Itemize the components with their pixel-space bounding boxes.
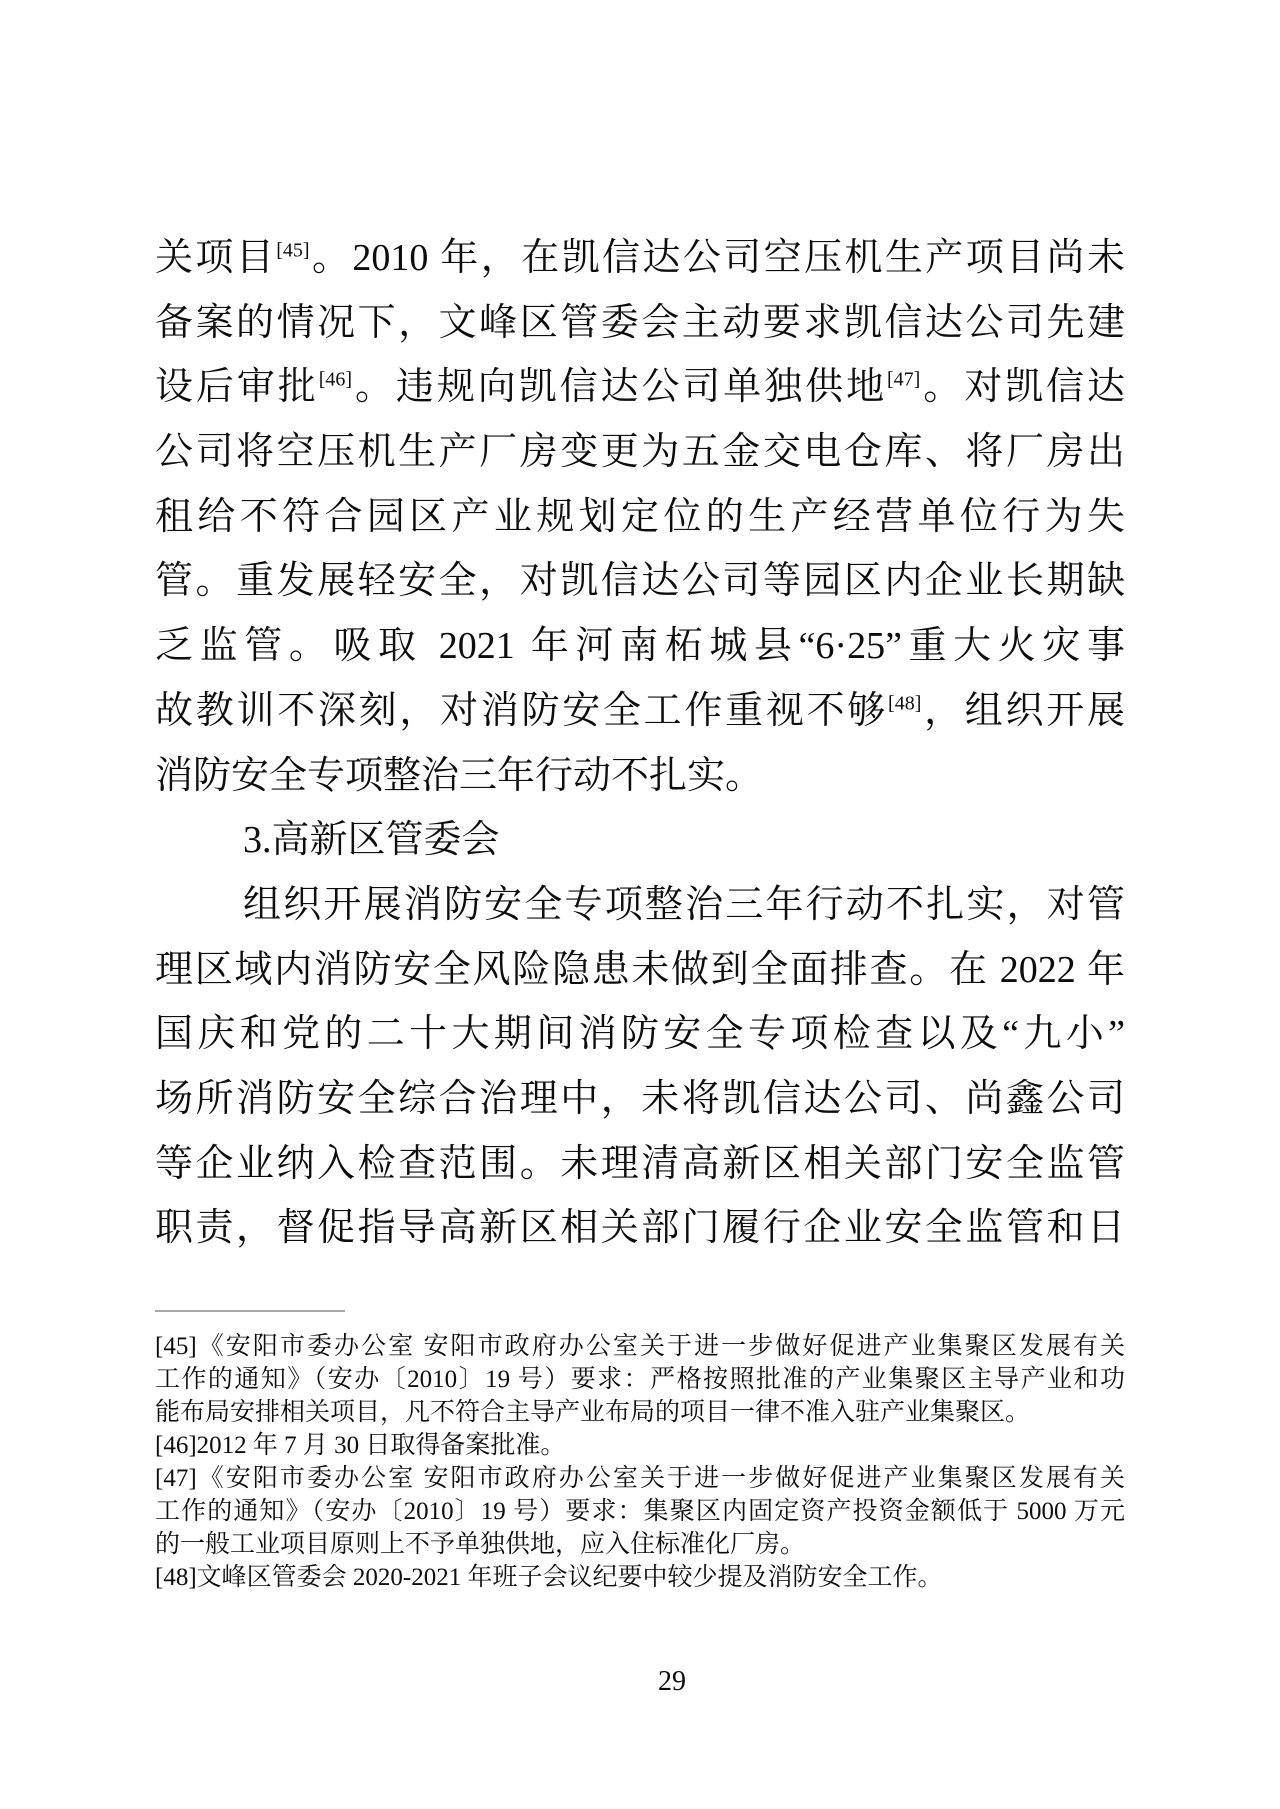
- body-line: 乏监管。吸取 2021 年河南柘城县“6·25”重大火灾事: [155, 625, 1125, 668]
- body-line: 组织开展消防安全专项整治三年行动不扎实，对管: [243, 883, 1125, 926]
- body-line: 等企业纳入检查范围。未理清高新区相关部门安全监管: [155, 1142, 1125, 1185]
- body-line: 关项目[45]。2010 年，在凯信达公司空压机生产项目尚未: [155, 237, 1125, 279]
- footnote-line: [47]《安阳市委办公室 安阳市政府办公室关于进一步做好促进产业集聚区发展有关: [155, 1465, 1125, 1492]
- footnotes: [155, 1330, 1125, 1594]
- section-heading-3: 3.高新区管委会: [243, 819, 500, 862]
- footnote-reference: [46]: [318, 368, 353, 391]
- body-line: 消防安全专项整治三年行动不扎实。: [155, 754, 764, 797]
- footnote-line: [46]2012 年 7 月 30 日取得备案批准。: [155, 1432, 566, 1459]
- footnote-line: 工作的通知》（安办〔2010〕19 号）要求：严格按照批准的产业集聚区主导产业和功: [155, 1366, 1125, 1393]
- page-number: 29: [658, 1666, 686, 1697]
- footnote-separator: [155, 1310, 345, 1312]
- body-line: 理区域内消防安全风险隐患未做到全面排查。在 2022 年: [155, 948, 1125, 991]
- body-line: 设后审批[46]。违规向凯信达公司单独供地[47]。对凯信达: [155, 366, 1125, 409]
- footnote-reference: [45]: [276, 239, 310, 262]
- footnote-line: 工作的通知》（安办〔2010〕19 号）要求：集聚区内固定资产投资金额低于 5000 万元: [155, 1498, 1125, 1525]
- body-line: 场所消防安全综合治理中，未将凯信达公司、尚鑫公司: [155, 1077, 1125, 1120]
- footnote-line: 的一般工业项目原则上不予单独供地，应入住标准化厂房。: [155, 1531, 806, 1558]
- footnote-line: 能布局安排相关项目，凡不符合主导产业布局的项目一律不准入驻产业集聚区。: [155, 1399, 1031, 1426]
- footnote-line: [45]《安阳市委办公室 安阳市政府办公室关于进一步做好促进产业集聚区发展有关: [155, 1333, 1125, 1360]
- body-line: 国庆和党的二十大期间消防安全专项检查以及“九小”: [155, 1013, 1125, 1056]
- body-line: 公司将空压机生产厂房变更为五金交电仓库、将厂房出: [155, 431, 1125, 474]
- footnote-line: [48]文峰区管委会 2020-2021 年班子会议纪要中较少提及消防安全工作。: [155, 1564, 943, 1591]
- body-line: 故教训不深刻，对消防安全工作重视不够[48]，组织开展: [155, 689, 1125, 732]
- body-line: 租给不符合园区产业规划定位的生产经营单位行为失: [155, 495, 1125, 538]
- footnote-reference: [47]: [887, 368, 921, 391]
- body-line: 职责，督促指导高新区相关部门履行企业安全监管和日: [155, 1207, 1125, 1250]
- body-line: 管。重发展轻安全，对凯信达公司等园区内企业长期缺: [155, 560, 1125, 603]
- footnote-reference: [48]: [888, 692, 922, 715]
- body-line: 备案的情况下，文峰区管委会主动要求凯信达公司先建: [155, 301, 1125, 344]
- document-body: [155, 226, 1125, 1261]
